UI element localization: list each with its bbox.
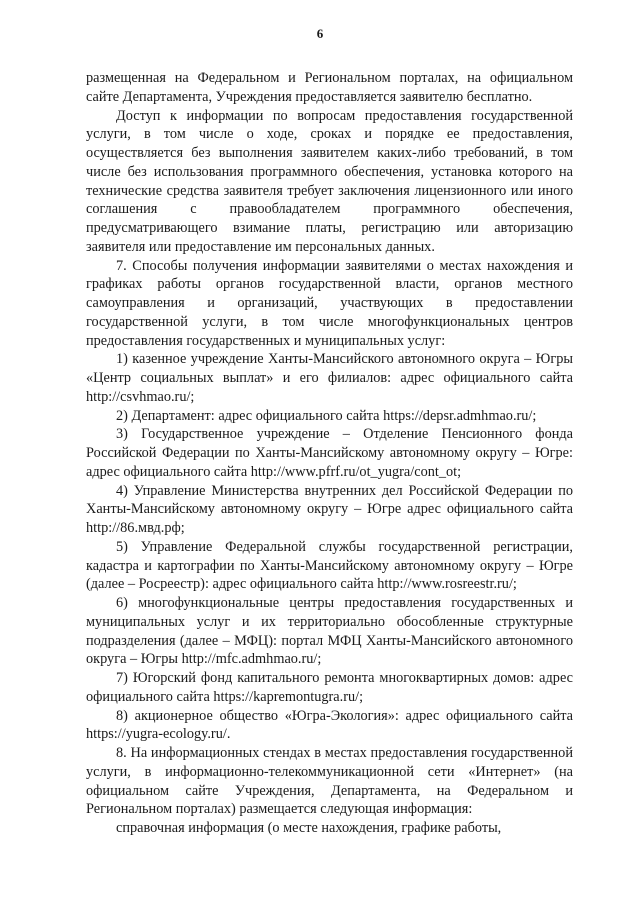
list-item-8: 8) акционерное общество «Югра-Экология»: адрес официального сайта https://yugra-ecology.ru/. — [86, 707, 573, 743]
paragraph-8-stands: 8. На информационных стендах в местах предоставления государственной услуги, в информационно-телекоммуникационной сети «Интернет» (на официальном сайте Учреждения, Департамента, на Федеральном и Региональном порталах) размещается следующая информация: — [86, 745, 573, 818]
paragraph-7-methods: 7. Способы получения информации заявителями о местах нахождения и графиках работы органов государственной власти, органов местного самоуправления и организаций, участвующих в предоставлении государственной услуги, в том числе многофункциональных центров предоставления государственных и муниципальных услуг: — [86, 257, 573, 349]
list-item-6: 6) многофункциональные центры предоставления государственных и муниципальных услуг и их территориально обособленные структурные подразделения (далее – МФЦ): портал МФЦ Ханты-Мансийского автономного округа – Югры http://mfc.admhmao.ru/; — [86, 595, 573, 668]
paragraph-access-info: Доступ к информации по вопросам предоставления государственной услуги, в том числе о ходе, сроках и порядке ее предоставления, осуществляется без выполнения заявителем каких-либо требований, в том числе без использования программного обеспечения, установка которого на технические средства заявителя требует заключения лицензионного или иного соглашения с правообладателем программного обеспечения, предусматривающего взимание платы, регистрацию или авторизацию заявителя или предоставление им персональных данных. — [86, 107, 573, 255]
paragraph-continuation: размещенная на Федеральном и Региональном порталах, на официальном сайте Департамента, Учреждения предоставляется заявителю бесплатно. — [86, 70, 573, 105]
list-item-2: 2) Департамент: адрес официального сайта https://depsr.admhmao.ru/; — [116, 407, 537, 424]
list-item-4: 4) Управление Министерства внутренних дел Российской Федерации по Ханты-Мансийскому автономному округу – Югре адрес официального сайта http://86.мвд.рф; — [86, 482, 573, 536]
list-item-3: 3) Государственное учреждение – Отделение Пенсионного фонда Российской Федерации по Ханты-Мансийскому автономному округу – Югре: адрес официального сайта http://www.pfrf.ru/ot_yugra/cont_ot; — [86, 426, 573, 480]
list-item-5: 5) Управление Федеральной службы государственной регистрации, кадастра и картографии по Ханты-Мансийскому автономному округу – Югре (далее – Росреестр): адрес официального сайта http://www.rosreestr.ru/; — [86, 538, 573, 593]
page-number: 6 — [316, 26, 324, 41]
paragraph-reference-info: справочная информация (о месте нахождения, графике работы, — [116, 820, 502, 836]
document-body — [86, 69, 573, 838]
list-item-1: 1) казенное учреждение Ханты-Мансийского автономного округа – Югры «Центр социальных выплат» и его филиалов: адрес официального сайта http://csvhmao.ru/; — [86, 351, 573, 405]
list-item-7: 7) Югорский фонд капитального ремонта многоквартирных домов: адрес официального сайта https://kapremontugra.ru/; — [86, 670, 573, 705]
